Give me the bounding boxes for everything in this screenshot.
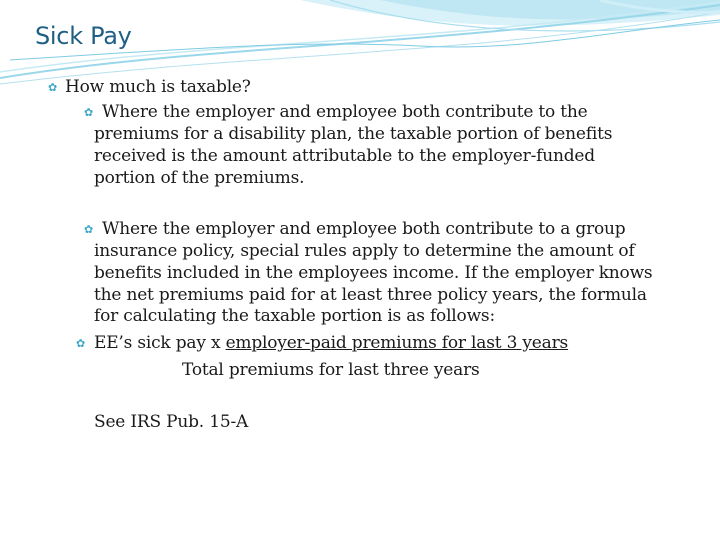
- point-b-line-2: insurance policy, special rules apply to determine the amount of: [94, 241, 635, 261]
- point-b-line-1: Where the employer and employee both contribute to a group: [102, 219, 626, 239]
- bullet-level1-text: How much is taxable?: [65, 77, 251, 97]
- point-b-line-4: the net premiums paid for at least three policy years, the formula: [94, 285, 647, 305]
- point-a-line-2: premiums for a disability plan, the taxable portion of benefits: [94, 124, 613, 144]
- slide-title: Sick Pay: [35, 22, 132, 50]
- point-a-line-3: received is the amount attributable to the employer-funded: [94, 146, 595, 166]
- point-a-line-1: Where the employer and employee both contribute to the: [102, 102, 588, 122]
- leaf-bullet-icon: ✿: [48, 81, 58, 94]
- formula-numerator-line: [94, 333, 568, 354]
- formula-denominator: Total premiums for last three years: [182, 360, 480, 380]
- point-b-line-5: for calculating the taxable portion is as follows:: [94, 306, 495, 326]
- reference-text: See IRS Pub. 15-A: [94, 412, 249, 432]
- leaf-bullet-icon: ✿: [84, 106, 94, 119]
- point-b-line-3: benefits included in the employees income. If the employer knows: [94, 263, 653, 283]
- formula-numerator: employer-paid premiums for last 3 years: [225, 333, 569, 353]
- formula-prefix: EE’s sick pay x: [94, 333, 226, 353]
- leaf-bullet-icon: ✿: [84, 223, 94, 236]
- point-a-line-4: portion of the premiums.: [94, 168, 305, 188]
- leaf-bullet-icon: ✿: [76, 337, 86, 350]
